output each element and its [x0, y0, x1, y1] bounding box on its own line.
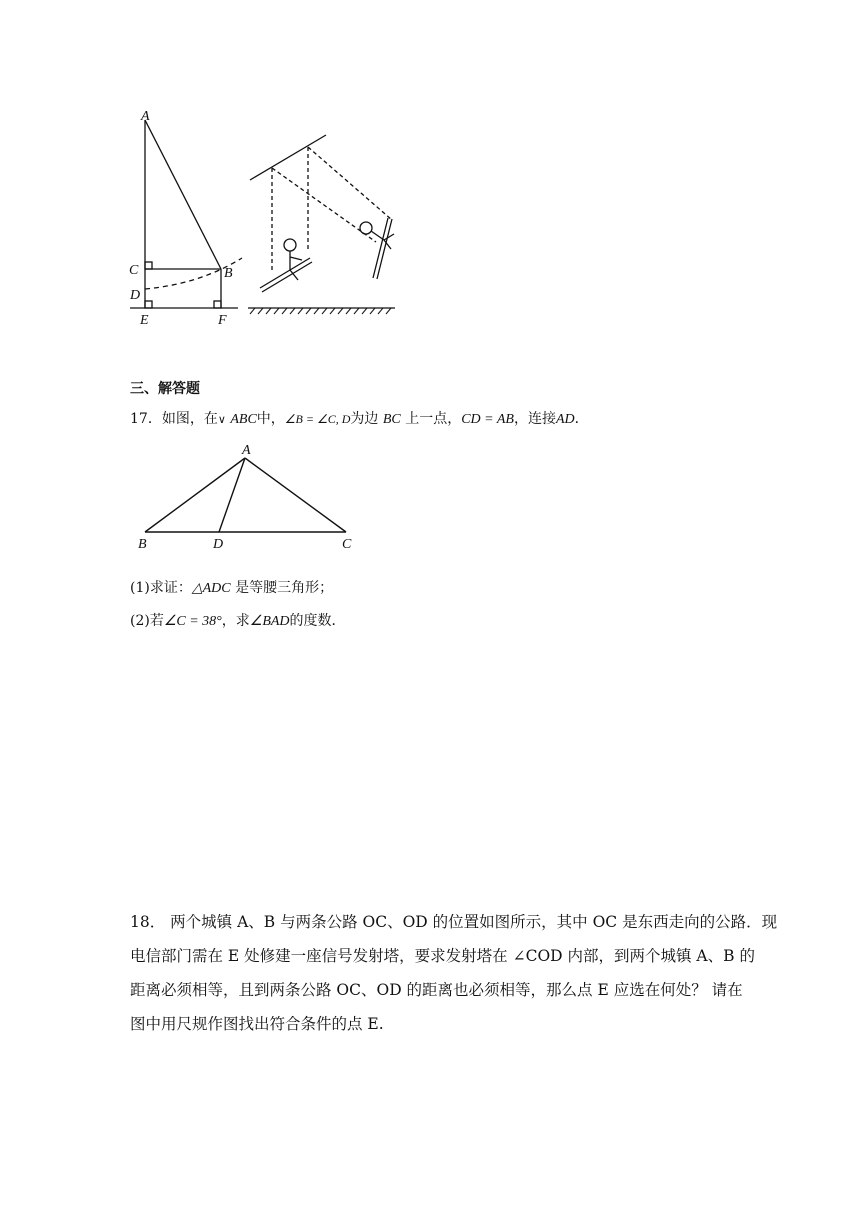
- q18-line3: 距离必须相等，且到两条公路 OC、OD 的距离也必须相等，那么点 E 应选在何处？ 请在: [130, 981, 743, 999]
- q17-stem: 17．如图，在∨ ABC中，∠B = ∠C, D为边 BC 上一点，CD = AB，连接AD．: [130, 411, 589, 427]
- q17-part2: (2)若∠C = 38°，求∠BAD的度数．: [130, 613, 346, 629]
- label-A: A: [242, 443, 251, 458]
- label-E: E: [140, 313, 149, 328]
- label-A: A: [141, 109, 150, 124]
- q18-line2: 电信部门需在 E 处修建一座信号发射塔，要求发射塔在 ∠COD 内部，到两个城镇 A、B 的: [130, 947, 755, 965]
- label-C: C: [342, 537, 352, 552]
- q18-text: [130, 905, 778, 1041]
- label-B: B: [224, 266, 233, 281]
- label-B: B: [138, 537, 147, 552]
- section-header: 三、解答题: [130, 381, 200, 397]
- figure-triangle-abd: [130, 440, 370, 555]
- label-C: C: [129, 263, 139, 278]
- q17-part1: (1)求证：△ADC 是等腰三角形；: [130, 580, 334, 596]
- q18-line1: 18． 两个城镇 A、B 与两条公路 OC、OD 的位置如图所示，其中 OC 是东西走向的公路．现: [130, 913, 778, 931]
- label-D: D: [130, 288, 141, 303]
- label-F: F: [218, 313, 227, 328]
- label-D: D: [213, 537, 224, 552]
- figure-triangle-arc: [120, 100, 250, 330]
- q18-line4: 图中用尺规作图找出符合条件的点 E.: [130, 1015, 384, 1033]
- figure-swing: [240, 130, 400, 315]
